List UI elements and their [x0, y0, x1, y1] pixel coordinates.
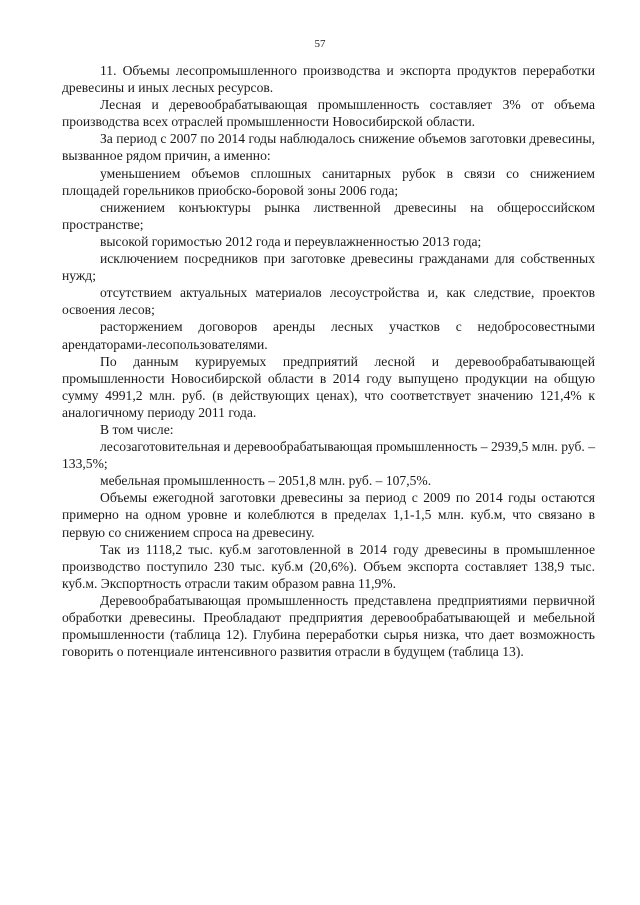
list-item: снижением конъюктуры рынка лиственной древесины на общероссийском пространстве; — [62, 199, 595, 232]
paragraph: За период с 2007 по 2014 годы наблюдалось снижение объемов заготовки древесины, вызванное рядом причин, а именно: — [62, 131, 595, 164]
paragraph: Так из 1118,2 тыс. куб.м заготовленной в 2014 году древесины в промышленное производство поступило 230 тыс. куб.м (20,6%). Объем экспорта составляет 138,9 тыс. куб.м. Экспортность отрасли таким образом равна 11,9%. — [62, 541, 595, 591]
list-item: отсутствием актуальных материалов лесоустройства и, как следствие, проектов освоения лесов; — [62, 285, 595, 318]
paragraph: В том числе: — [100, 421, 174, 437]
paragraph: Объемы ежегодной заготовки древесины за период с 2009 по 2014 годы остаются примерно на одном уровне и колеблются в пределах 1,1-1,5 млн. куб.м, что связано в первую со снижением спроса на древесину. — [62, 490, 595, 540]
list-item: расторжением договоров аренды лесных участков с недобросовестными арендаторами-лесопользователями. — [62, 319, 595, 352]
list-item: мебельная промышленность – 2051,8 млн. руб. – 107,5%. — [100, 473, 432, 489]
paragraph: Деревообрабатывающая промышленность представлена предприятиями первичной обработки древесины. Преобладают предприятия деревообрабатывающей и мебельной промышленности (таблица 12). Глубина переработки сырья низка, что дает возможность говорить о потенциале интенсивного развития отрасли в будущем (таблица 13). — [62, 592, 595, 660]
list-item: лесозаготовительная и деревообрабатывающая промышленность – 2939,5 млн. руб. – 133,5%; — [62, 439, 595, 472]
paragraph: По данным курируемых предприятий лесной и деревообрабатывающей промышленности Новосибирской области в 2014 году выпущено продукции на общую сумму 4991,2 млн. руб. (в действующих ценах), что соответствует значению 121,4% к аналогичному периоду 2011 года. — [62, 353, 595, 420]
page-number: 57 — [314, 38, 326, 50]
paragraph: Лесная и деревообрабатывающая промышленность составляет 3% от объема производства всех отраслей промышленности Новосибирской области. — [62, 97, 595, 130]
section-heading: 11. Объемы лесопромышленного производства и экспорта продуктов переработки древесины и иных лесных ресурсов. — [62, 63, 595, 96]
list-item: уменьшением объемов сплошных санитарных рубок в связи со снижением площадей горельников приобско-боровой зоны 2006 года; — [62, 165, 595, 198]
list-item: высокой горимостью 2012 года и переувлажненностью 2013 года; — [100, 233, 482, 249]
document-body — [62, 62, 595, 660]
list-item: исключением посредников при заготовке древесины гражданами для собственных нужд; — [62, 251, 595, 284]
